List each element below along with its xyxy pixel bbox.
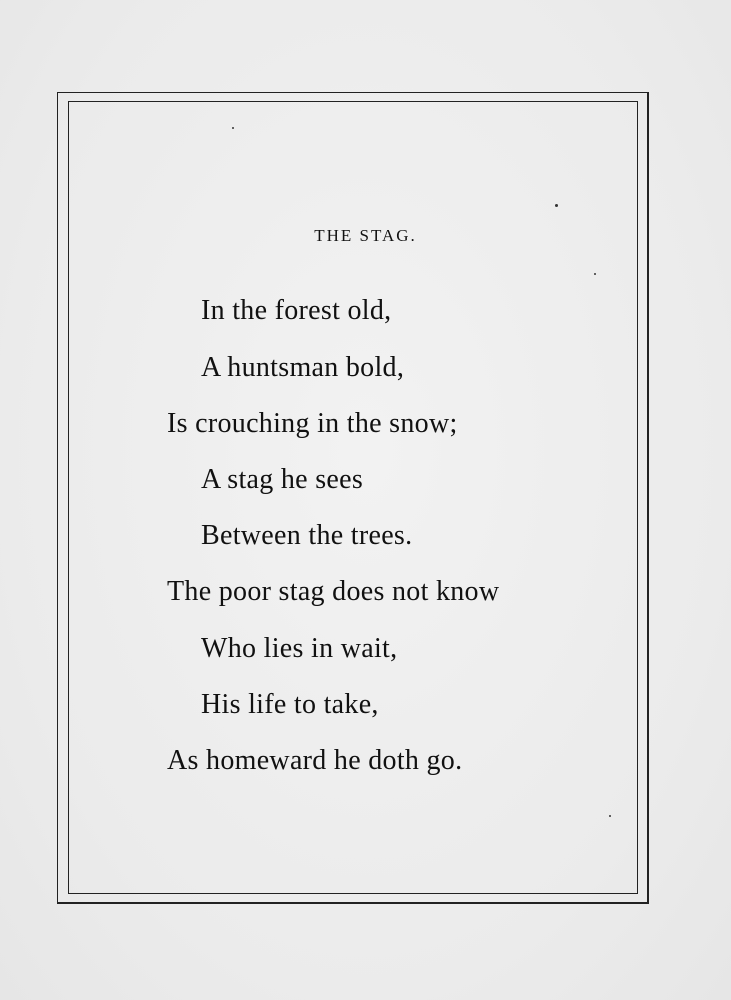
- poem-line: A stag he sees: [201, 464, 364, 495]
- poem-line: Who lies in wait,: [201, 633, 398, 664]
- ink-speck: [609, 815, 611, 817]
- poem-line: In the forest old,: [201, 295, 392, 326]
- poem-line: Between the trees.: [201, 520, 413, 551]
- ink-speck: [232, 127, 234, 129]
- poem-line: The poor stag does not know: [167, 576, 500, 607]
- poem-title: THE STAG.: [314, 226, 417, 245]
- ink-speck: [555, 204, 558, 207]
- poem-line: His life to take,: [201, 689, 379, 720]
- poem-line: A huntsman bold,: [201, 352, 405, 383]
- poem-line: As homeward he doth go.: [167, 745, 463, 776]
- poem-line: Is crouching in the snow;: [167, 408, 458, 439]
- ink-speck: [594, 273, 596, 275]
